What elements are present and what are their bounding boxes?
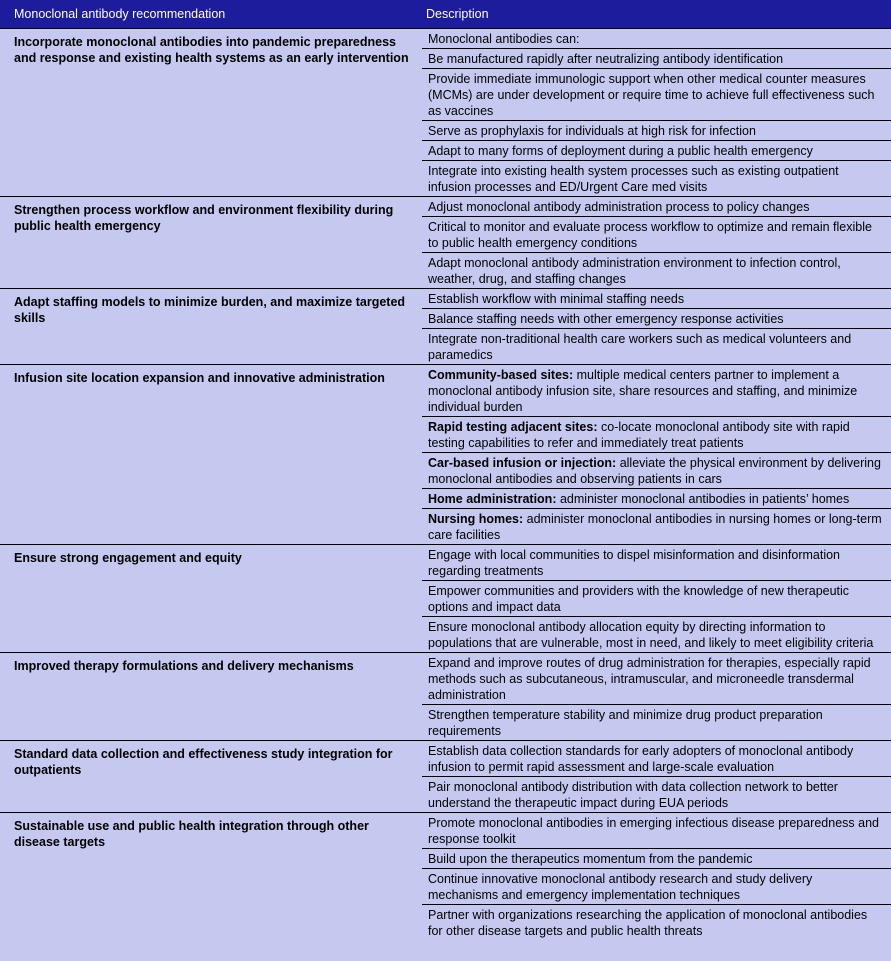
description-cell — [418, 289, 891, 365]
description-item-text: Balance staffing needs with other emergency response activities — [428, 312, 784, 326]
description-item-text: Partner with organizations researching the application of monoclonal antibodies for other disease targets and public health threats — [428, 908, 868, 938]
description-cell — [418, 545, 891, 653]
description-item — [422, 309, 891, 329]
recommendation-cell: Adapt staffing models to minimize burden, and maximize targeted skills — [0, 289, 418, 365]
header-description: Description — [418, 0, 891, 29]
description-item — [422, 777, 891, 812]
description-item-term: Community-based sites: — [428, 368, 574, 382]
description-item-text: Serve as prophylaxis for individuals at high risk for infection — [428, 124, 756, 138]
description-item — [422, 417, 891, 453]
table-header-row — [0, 0, 891, 29]
description-item — [422, 617, 891, 652]
description-item-text: administer monoclonal antibodies in patients’ homes — [556, 492, 850, 506]
description-item-text: Promote monoclonal antibodies in emerging infectious disease preparedness and response toolkit — [428, 816, 879, 846]
recommendation-cell: Ensure strong engagement and equity — [0, 545, 418, 653]
description-item — [422, 581, 891, 617]
table-row — [0, 653, 891, 741]
description-item-text: administer monoclonal antibodies in nursing homes or long-term care facilities — [428, 512, 882, 542]
description-item-text: Critical to monitor and evaluate process workflow to optimize and remain flexible to public health emergency conditions — [428, 220, 872, 250]
description-item-text: Provide immediate immunologic support when other medical counter measures (MCMs) are under development or require time to achieve full effectiveness such as vaccines — [428, 72, 875, 118]
description-item-text: Establish workflow with minimal staffing needs — [428, 292, 685, 306]
description-item — [422, 253, 891, 288]
description-item — [422, 49, 891, 69]
recommendation-cell: Standard data collection and effectiveness study integration for outpatients — [0, 741, 418, 813]
description-item-text: Pair monoclonal antibody distribution with data collection network to better understand the therapeutic impact during EUA periods — [428, 780, 838, 810]
description-item-term: Car-based infusion or injection: — [428, 456, 617, 470]
description-item — [422, 545, 891, 581]
description-item-text: Be manufactured rapidly after neutralizing antibody identification — [428, 52, 784, 66]
description-item — [422, 741, 891, 777]
table-row — [0, 545, 891, 653]
description-item — [422, 121, 891, 141]
description-item — [422, 453, 891, 489]
description-item — [422, 705, 891, 740]
description-item-text: Continue innovative monoclonal antibody research and study delivery mechanisms and emergency implementation techniques — [428, 872, 813, 902]
description-cell — [418, 29, 891, 197]
description-cell — [418, 741, 891, 813]
header-recommendation: Monoclonal antibody recommendation — [0, 0, 418, 29]
description-item-term: Home administration: — [428, 492, 557, 506]
description-item-text: multiple medical centers partner to implement a monoclonal antibody infusion site, share resources and staffing, and minimize individual burden — [428, 368, 858, 414]
description-item-term: Rapid testing adjacent sites: — [428, 420, 598, 434]
table-row — [0, 813, 891, 941]
description-item — [422, 849, 891, 869]
description-item — [422, 197, 891, 217]
description-item — [422, 141, 891, 161]
description-item-text: Build upon the therapeutics momentum from the pandemic — [428, 852, 753, 866]
description-item — [422, 489, 891, 509]
description-item — [422, 289, 891, 309]
description-item-text: Integrate into existing health system processes such as existing outpatient infusion processes and ED/Urgent Care med visits — [428, 164, 839, 194]
recommendation-cell: Improved therapy formulations and delivery mechanisms — [0, 653, 418, 741]
description-item-text: Monoclonal antibodies can: — [428, 32, 580, 46]
description-item-text: Expand and improve routes of drug administration for therapies, especially rapid methods such as subcutaneous, intramuscular, and microneedle transdermal administration — [428, 656, 871, 702]
description-item-text: Establish data collection standards for early adopters of monoclonal antibody infusion to permit rapid assessment and large-scale evaluation — [428, 744, 854, 774]
table-body — [0, 29, 891, 941]
description-item-text: Ensure monoclonal antibody allocation equity by directing information to populations that are vulnerable, most in need, and likely to meet eligibility criteria — [428, 620, 874, 650]
description-item — [422, 29, 891, 49]
description-item-term: Nursing homes: — [428, 512, 524, 526]
description-item-text: Adjust monoclonal antibody administration process to policy changes — [428, 200, 810, 214]
description-item — [422, 69, 891, 121]
description-item — [422, 161, 891, 196]
description-item — [422, 509, 891, 544]
description-item-text: co-locate monoclonal antibody site with rapid testing capabilities to refer and immediately treat patients — [428, 420, 850, 450]
description-item-text: Adapt monoclonal antibody administration environment to infection control, weather, drug, and staffing changes — [428, 256, 841, 286]
description-item-text: Strengthen temperature stability and minimize drug product preparation requirements — [428, 708, 823, 738]
description-item — [422, 905, 891, 940]
description-cell — [418, 197, 891, 289]
description-item-text: Adapt to many forms of deployment during a public health emergency — [428, 144, 813, 158]
recommendation-cell: Infusion site location expansion and innovative administration — [0, 365, 418, 545]
description-item — [422, 217, 891, 253]
description-item — [422, 653, 891, 705]
description-item — [422, 329, 891, 364]
description-item-text: Engage with local communities to dispel misinformation and disinformation regarding treatments — [428, 548, 841, 578]
description-cell — [418, 365, 891, 545]
table-row — [0, 289, 891, 365]
description-item — [422, 365, 891, 417]
description-cell — [418, 813, 891, 941]
table-row — [0, 741, 891, 813]
table-row — [0, 29, 891, 197]
recommendation-cell: Incorporate monoclonal antibodies into pandemic preparedness and response and existing health systems as an early intervention — [0, 29, 418, 197]
description-item-text: Empower communities and providers with the knowledge of new therapeutic options and impact data — [428, 584, 850, 614]
description-item — [422, 813, 891, 849]
table-row — [0, 197, 891, 289]
description-cell — [418, 653, 891, 741]
recommendation-cell: Strengthen process workflow and environment flexibility during public health emergency — [0, 197, 418, 289]
description-item — [422, 869, 891, 905]
description-item-text: Integrate non-traditional health care workers such as medical volunteers and paramedics — [428, 332, 852, 362]
recommendation-cell: Sustainable use and public health integration through other disease targets — [0, 813, 418, 941]
table-row — [0, 365, 891, 545]
description-item-text: alleviate the physical environment by delivering monoclonal antibodies and observing patients in cars — [428, 456, 881, 486]
